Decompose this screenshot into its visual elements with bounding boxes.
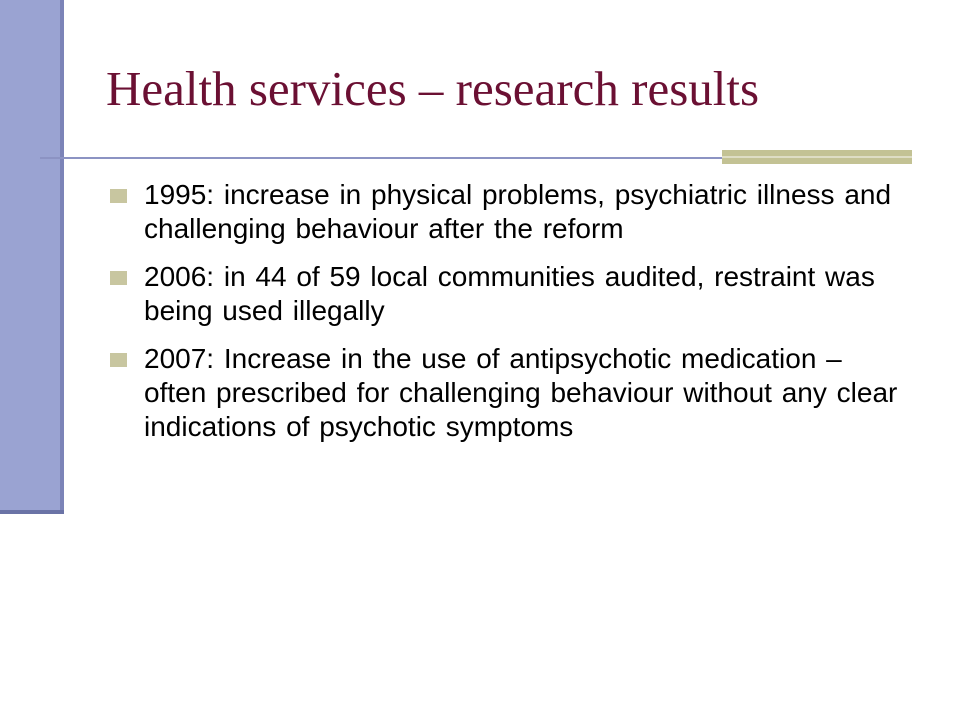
title-divider-accent-stripe — [722, 156, 912, 158]
bullet-text: 2006: in 44 of 59 local communities audited, restraint was being used illegally — [144, 261, 875, 326]
decorative-side-bar — [0, 0, 64, 512]
square-bullet-icon — [110, 271, 127, 285]
square-bullet-icon — [110, 189, 127, 203]
bullet-text: 2007: Increase in the use of antipsychotic medication – often prescribed for challenging behaviour without any clear indications of psychotic symptoms — [144, 343, 898, 442]
side-bar-edge — [60, 0, 64, 514]
bullet-item — [110, 178, 910, 246]
bullet-item — [110, 260, 910, 328]
slide-title: Health services – research results — [106, 61, 760, 116]
side-bar-shadow — [0, 510, 64, 514]
bullet-list — [110, 178, 910, 458]
bullet-text: 1995: increase in physical problems, psychiatric illness and challenging behaviour after the reform — [144, 179, 892, 244]
bullet-item — [110, 342, 910, 444]
square-bullet-icon — [110, 353, 127, 367]
